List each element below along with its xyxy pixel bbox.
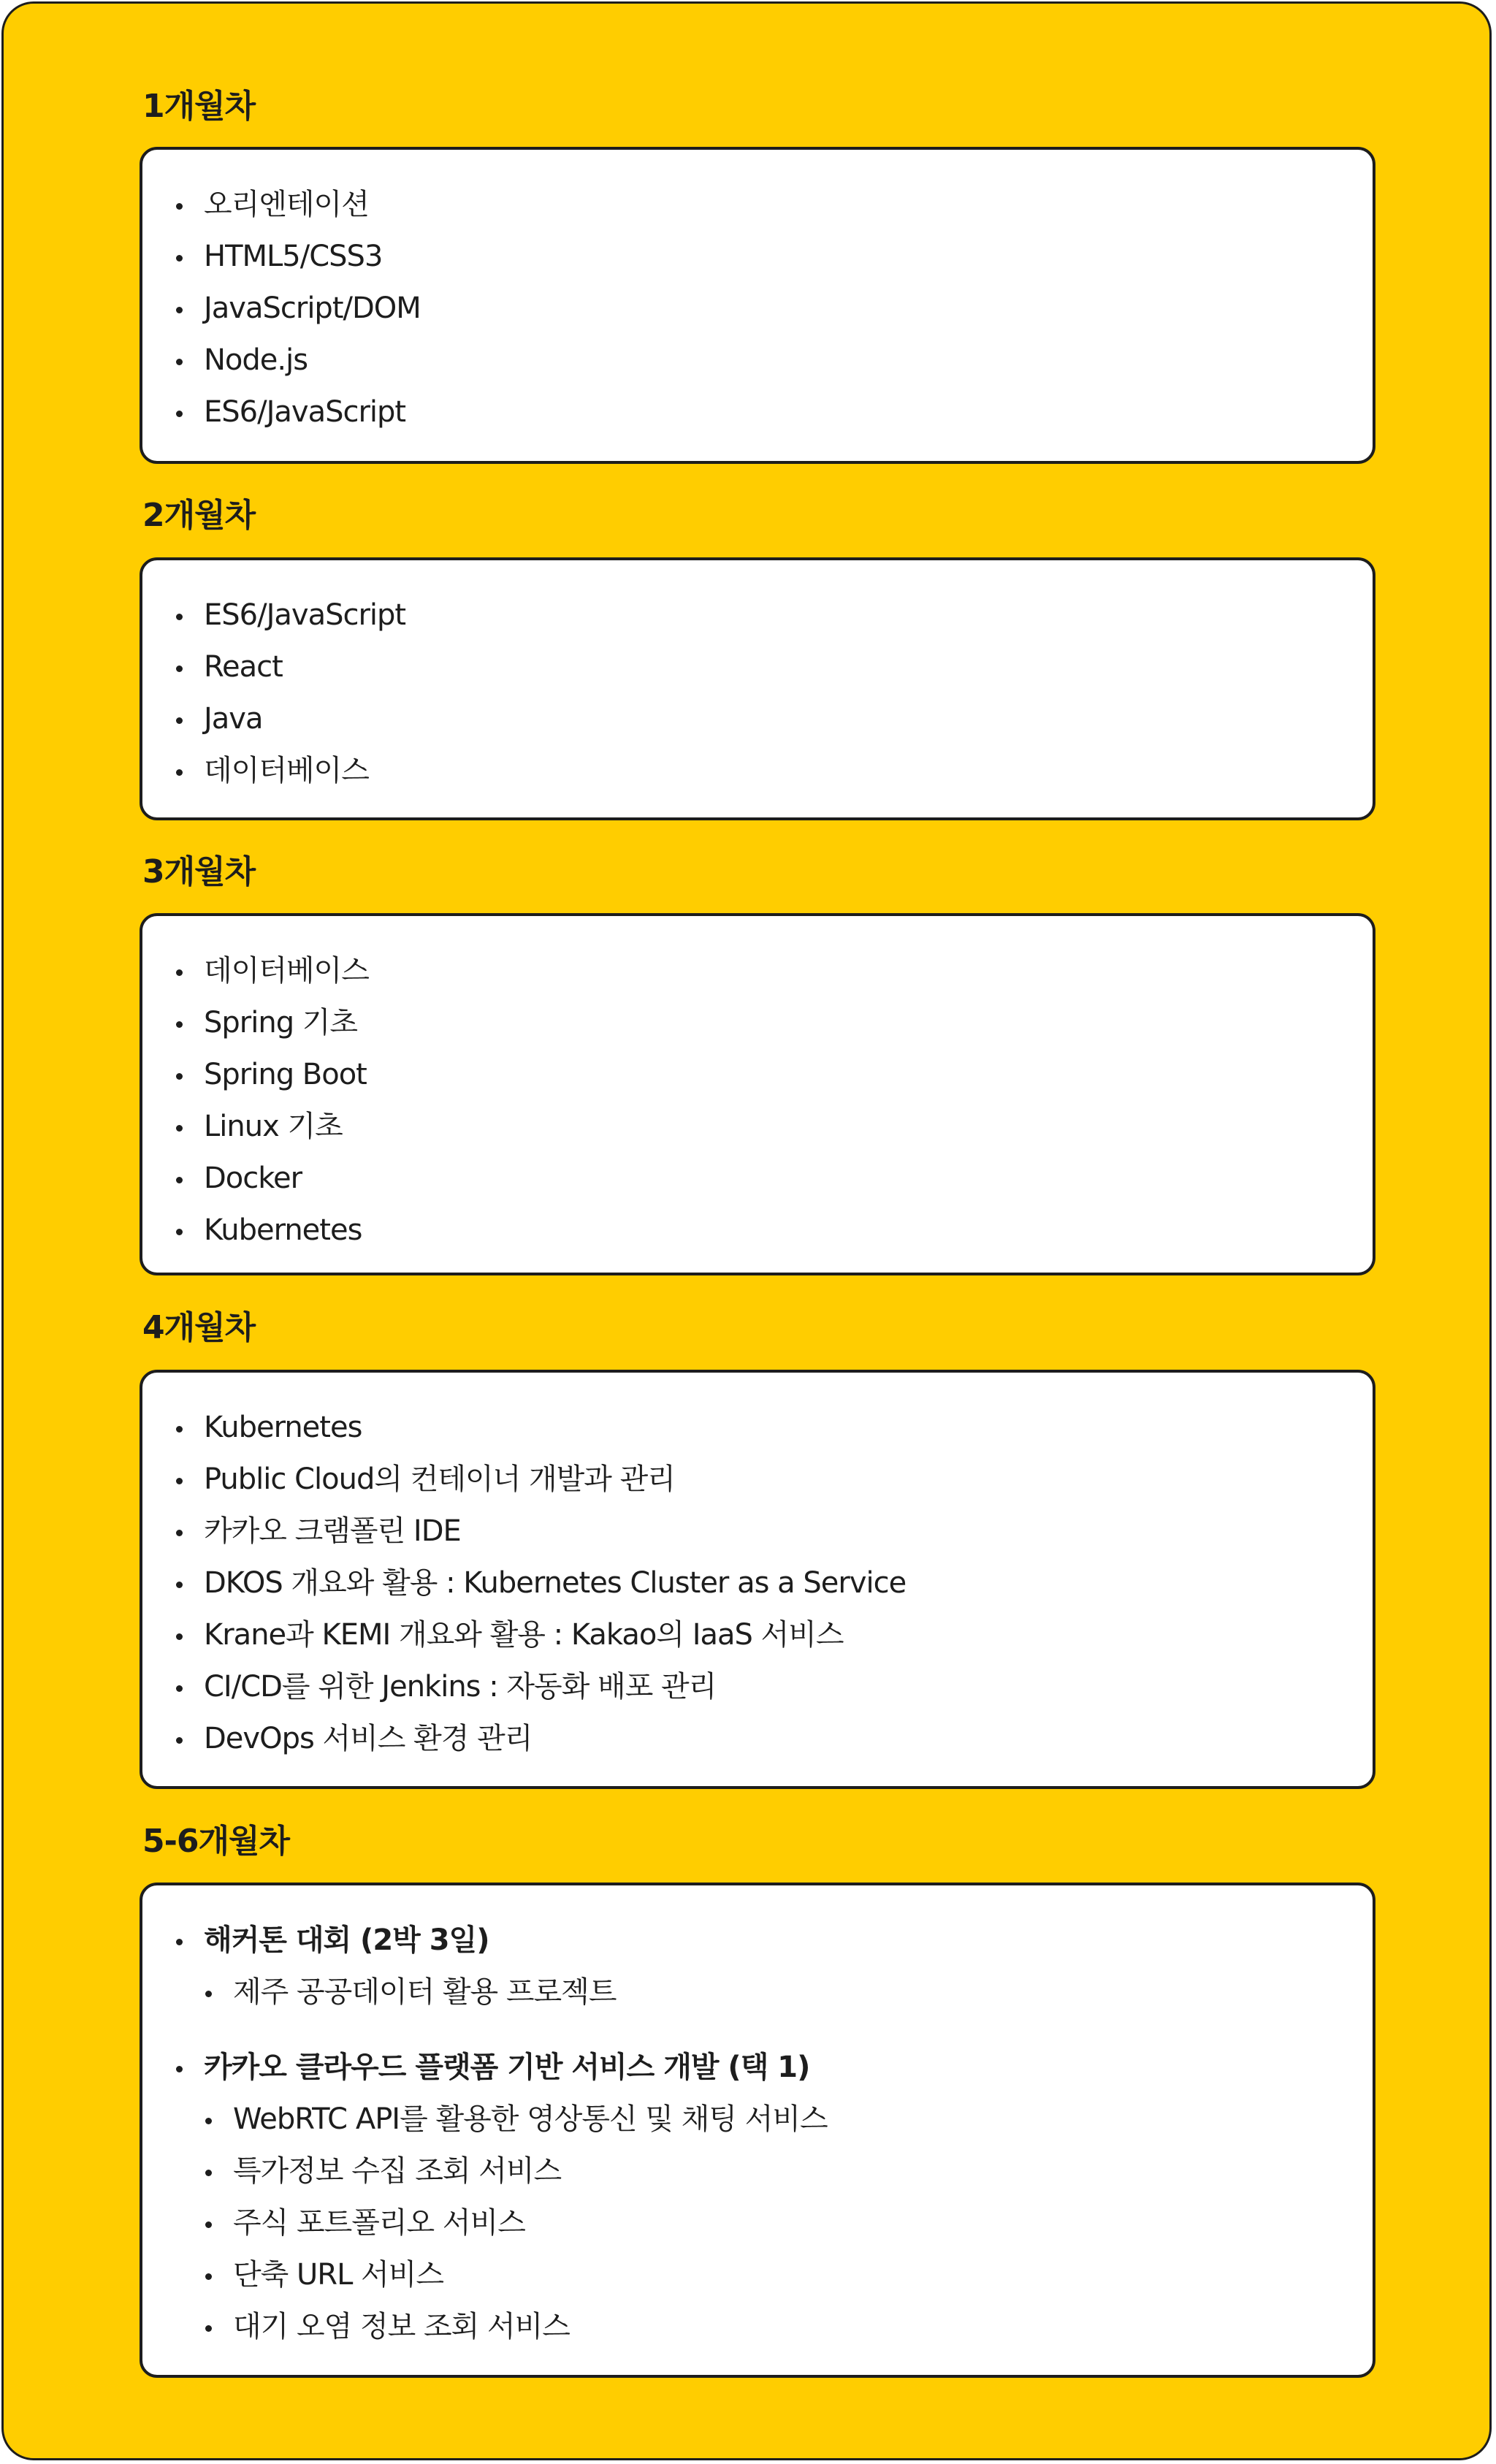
- list-item: Krane과 KEMI 개요와 활용 : Kakao의 IaaS 서비스: [204, 1609, 1373, 1661]
- list-item: 데이터베이스: [204, 945, 1373, 997]
- month-3-title: 3개월차: [142, 853, 256, 890]
- group-heading-service-dev: 카카오 클라우드 플랫폼 기반 서비스 개발 (택 1): [204, 2042, 1373, 2094]
- month-1-title: 1개월차: [142, 88, 256, 125]
- month-4-list: [142, 1373, 1373, 1765]
- list-item: Node.js: [204, 335, 1373, 386]
- list-item: 데이터베이스: [204, 745, 1373, 797]
- list-item: 특가정보 수집 조회 서비스: [233, 2145, 1373, 2197]
- group-heading-hackathon: 해커톤 대회 (2박 3일): [204, 1915, 1373, 1967]
- month-5-6-card: [140, 1883, 1375, 2378]
- month-2-list: [142, 560, 1373, 797]
- month-5-6-list: [142, 1885, 1373, 2353]
- month-1-card: [140, 147, 1375, 464]
- list-item: React: [204, 641, 1373, 693]
- list-item: 단축 URL 서비스: [233, 2249, 1373, 2301]
- month-4-card: [140, 1370, 1375, 1789]
- list-item: 오리엔테이션: [204, 179, 1373, 231]
- list-item: 카카오 크램폴린 IDE: [204, 1506, 1373, 1557]
- list-item: Java: [204, 693, 1373, 745]
- list-item: Spring 기초: [204, 997, 1373, 1049]
- list-item: WebRTC API를 활용한 영상통신 및 채팅 서비스: [233, 2094, 1373, 2145]
- list-item: 대기 오염 정보 조회 서비스: [233, 2301, 1373, 2353]
- list-item: 제주 공공데이터 활용 프로젝트: [233, 1967, 1373, 2018]
- month-4-title: 4개월차: [142, 1309, 256, 1346]
- list-item: Kubernetes: [204, 1402, 1373, 1454]
- list-item: Spring Boot: [204, 1049, 1373, 1101]
- list-item: Linux 기초: [204, 1101, 1373, 1153]
- month-3-card: [140, 913, 1375, 1275]
- list-item: Public Cloud의 컨테이너 개발과 관리: [204, 1454, 1373, 1506]
- month-1-list: [142, 150, 1373, 438]
- month-2-title: 2개월차: [142, 497, 256, 534]
- list-item: DKOS 개요와 활용 : Kubernetes Cluster as a Service: [204, 1557, 1373, 1609]
- list-item: ES6/JavaScript: [204, 386, 1373, 438]
- list-item: CI/CD를 위한 Jenkins : 자동화 배포 관리: [204, 1661, 1373, 1713]
- list-item: ES6/JavaScript: [204, 590, 1373, 641]
- list-item: 주식 포트폴리오 서비스: [233, 2197, 1373, 2249]
- list-item: JavaScript/DOM: [204, 283, 1373, 335]
- curriculum-panel: [1, 1, 1492, 2460]
- list-item: HTML5/CSS3: [204, 231, 1373, 283]
- list-item: Kubernetes: [204, 1205, 1373, 1256]
- list-item: Docker: [204, 1153, 1373, 1205]
- list-item: DevOps 서비스 환경 관리: [204, 1713, 1373, 1765]
- month-2-card: [140, 557, 1375, 820]
- month-5-6-title: 5-6개월차: [142, 1823, 290, 1860]
- month-3-list: [142, 916, 1373, 1256]
